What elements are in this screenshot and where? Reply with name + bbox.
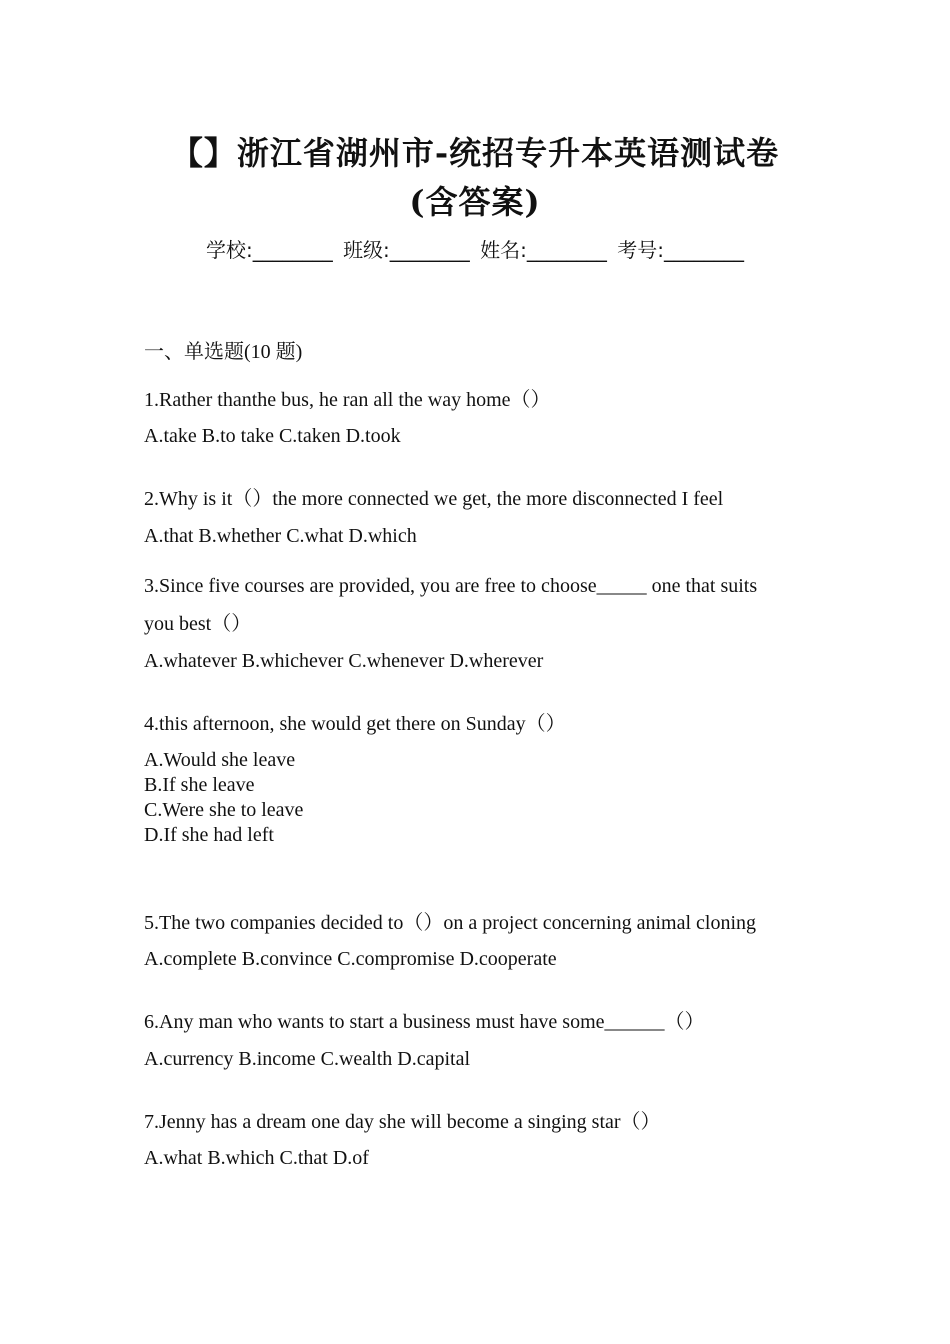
section-title: 一、单选题(10 题) bbox=[144, 341, 303, 363]
question-3-stem-line-1: 3.Since five courses are provided, you are free to choose_____ one that suits bbox=[144, 575, 758, 597]
question-2-options: A.that B.whether C.what D.which bbox=[144, 525, 417, 547]
class-field: 班级:________ bbox=[343, 238, 470, 262]
question-4-option-d: D.If she had left bbox=[144, 824, 274, 846]
question-3-stem-line-2: you best（） bbox=[144, 613, 252, 635]
question-4-option-a: A.Would she leave bbox=[144, 749, 296, 771]
question-5-stem: 5.The two companies decided to（）on a project concerning animal cloning bbox=[144, 912, 757, 934]
document-title-line-1: 【】浙江省湖州市-统招专升本英语测试卷 bbox=[170, 134, 780, 172]
question-1-stem: 1.Rather thanthe bus, he ran all the way home（） bbox=[144, 389, 551, 411]
question-5-options: A.complete B.convince C.compromise D.cooperate bbox=[144, 948, 557, 970]
name-field: 姓名:________ bbox=[480, 238, 607, 262]
question-4-option-b: B.If she leave bbox=[144, 774, 255, 796]
student-info-line bbox=[100, 234, 850, 263]
school-field: 学校:________ bbox=[205, 238, 333, 262]
question-6-stem: 6.Any man who wants to start a business must have some______（） bbox=[144, 1011, 705, 1033]
question-4-stem: 4.this afternoon, she would get there on Sunday（） bbox=[144, 713, 566, 735]
question-1-options: A.take B.to take C.taken D.took bbox=[144, 425, 401, 447]
question-6-options: A.currency B.income C.wealth D.capital bbox=[144, 1048, 470, 1070]
question-3-options: A.whatever B.whichever C.whenever D.wherever bbox=[144, 650, 544, 672]
exam-number-field: 考号:________ bbox=[617, 238, 745, 262]
question-2-stem: 2.Why is it（）the more connected we get, the more disconnected I feel bbox=[144, 488, 724, 510]
question-4-option-c: C.Were she to leave bbox=[144, 799, 304, 821]
question-7-stem: 7.Jenny has a dream one day she will become a singing star（） bbox=[144, 1111, 661, 1133]
document-title-line-2: (含答案) bbox=[409, 183, 541, 221]
question-7-options: A.what B.which C.that D.of bbox=[144, 1147, 369, 1169]
